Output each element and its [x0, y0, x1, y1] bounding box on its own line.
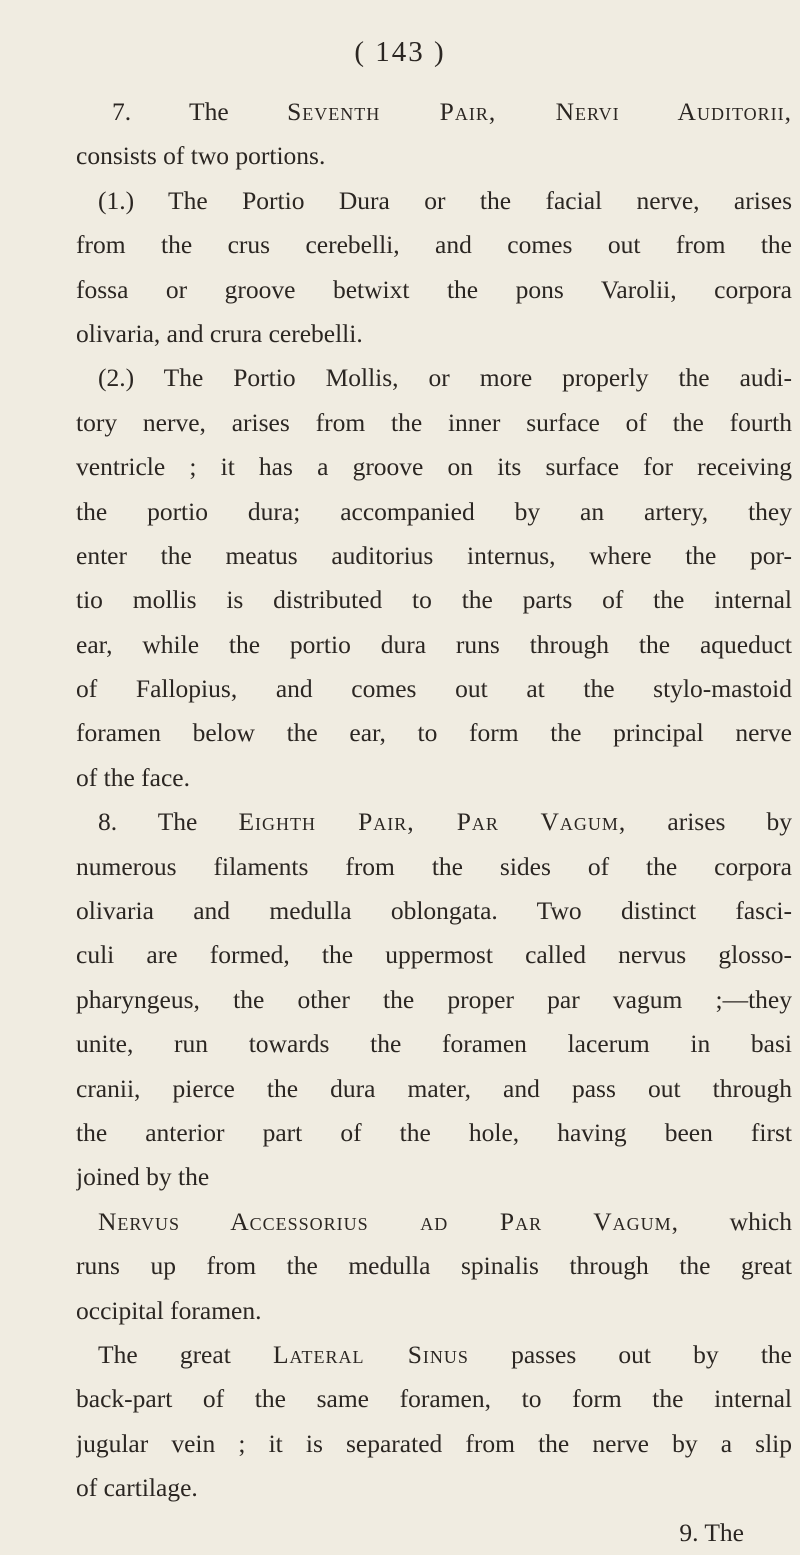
text-line: cranii, pierce the dura mater, and pass out through	[76, 1073, 792, 1103]
text-line: The great Lateral Sinus passes out by the	[98, 1339, 792, 1369]
section-heading: Lateral Sinus	[272, 1339, 469, 1369]
text-line: the portio dura; accompanied by an artery, they	[76, 496, 792, 526]
text-line: ear, while the portio dura runs through the aqueduct	[76, 629, 792, 659]
text-line: enter the meatus auditorius internus, where the por-	[76, 540, 792, 570]
text-line: numerous filaments from the sides of the corpora	[76, 851, 792, 881]
text-line: joined by the	[76, 1162, 210, 1192]
text-line: occipital foramen.	[76, 1295, 262, 1325]
text-line: consists of two portions.	[76, 141, 326, 171]
text-line: Nervus Accessorius ad Par Vagum, which	[98, 1206, 792, 1236]
text-line: runs up from the medulla spinalis through the great	[76, 1251, 792, 1281]
text-line: jugular vein ; it is separated from the nerve by a slip	[76, 1428, 792, 1458]
text-line: (1.) The Portio Dura or the facial nerve, arises	[98, 185, 792, 215]
page-number: ( 143 )	[354, 36, 446, 68]
text-line: unite, run towards the foramen lacerum in basi	[76, 1029, 792, 1059]
text-line: olivaria and medulla oblongata. Two distinct fasci-	[76, 896, 792, 926]
text-line: ventricle ; it has a groove on its surface for receiving	[76, 452, 792, 482]
section-heading: Nervus Accessorius ad Par Vagum,	[98, 1206, 680, 1236]
text-line: the anterior part of the hole, having been first	[76, 1117, 792, 1147]
text-line: pharyngeus, the other the proper par vagum ;—they	[76, 984, 792, 1014]
text-line: of the face.	[76, 762, 190, 792]
catchword: 9. The	[679, 1517, 744, 1547]
section-heading: Eighth Pair, Par Vagum,	[238, 807, 627, 837]
text-line: olivaria, and crura cerebelli.	[76, 318, 363, 348]
text-line: fossa or groove betwixt the pons Varolii, corpora	[76, 274, 792, 304]
text-line: of cartilage.	[76, 1473, 198, 1503]
text-line: of Fallopius, and comes out at the stylo-mastoid	[76, 674, 792, 704]
body-text	[76, 90, 792, 1555]
text-line: (2.) The Portio Mollis, or more properly the audi-	[98, 363, 792, 393]
section-heading: Seventh Pair, Nervi Auditorii,	[287, 97, 792, 126]
text-line: from the crus cerebelli, and comes out from the	[76, 230, 792, 260]
text-line: culi are formed, the uppermost called nervus glosso-	[76, 940, 792, 970]
text-line: back-part of the same foramen, to form the internal	[76, 1384, 792, 1414]
text-line	[76, 90, 792, 134]
text-line: 8. The Eighth Pair, Par Vagum, arises by	[98, 807, 792, 837]
section-number: 7. The	[112, 97, 288, 126]
text-line: foramen below the ear, to form the principal nerve	[76, 718, 792, 748]
text-line: tory nerve, arises from the inner surface of the fourth	[76, 407, 792, 437]
text-line: tio mollis is distributed to the parts of the internal	[76, 585, 792, 615]
section-number: 8. The	[98, 807, 239, 837]
